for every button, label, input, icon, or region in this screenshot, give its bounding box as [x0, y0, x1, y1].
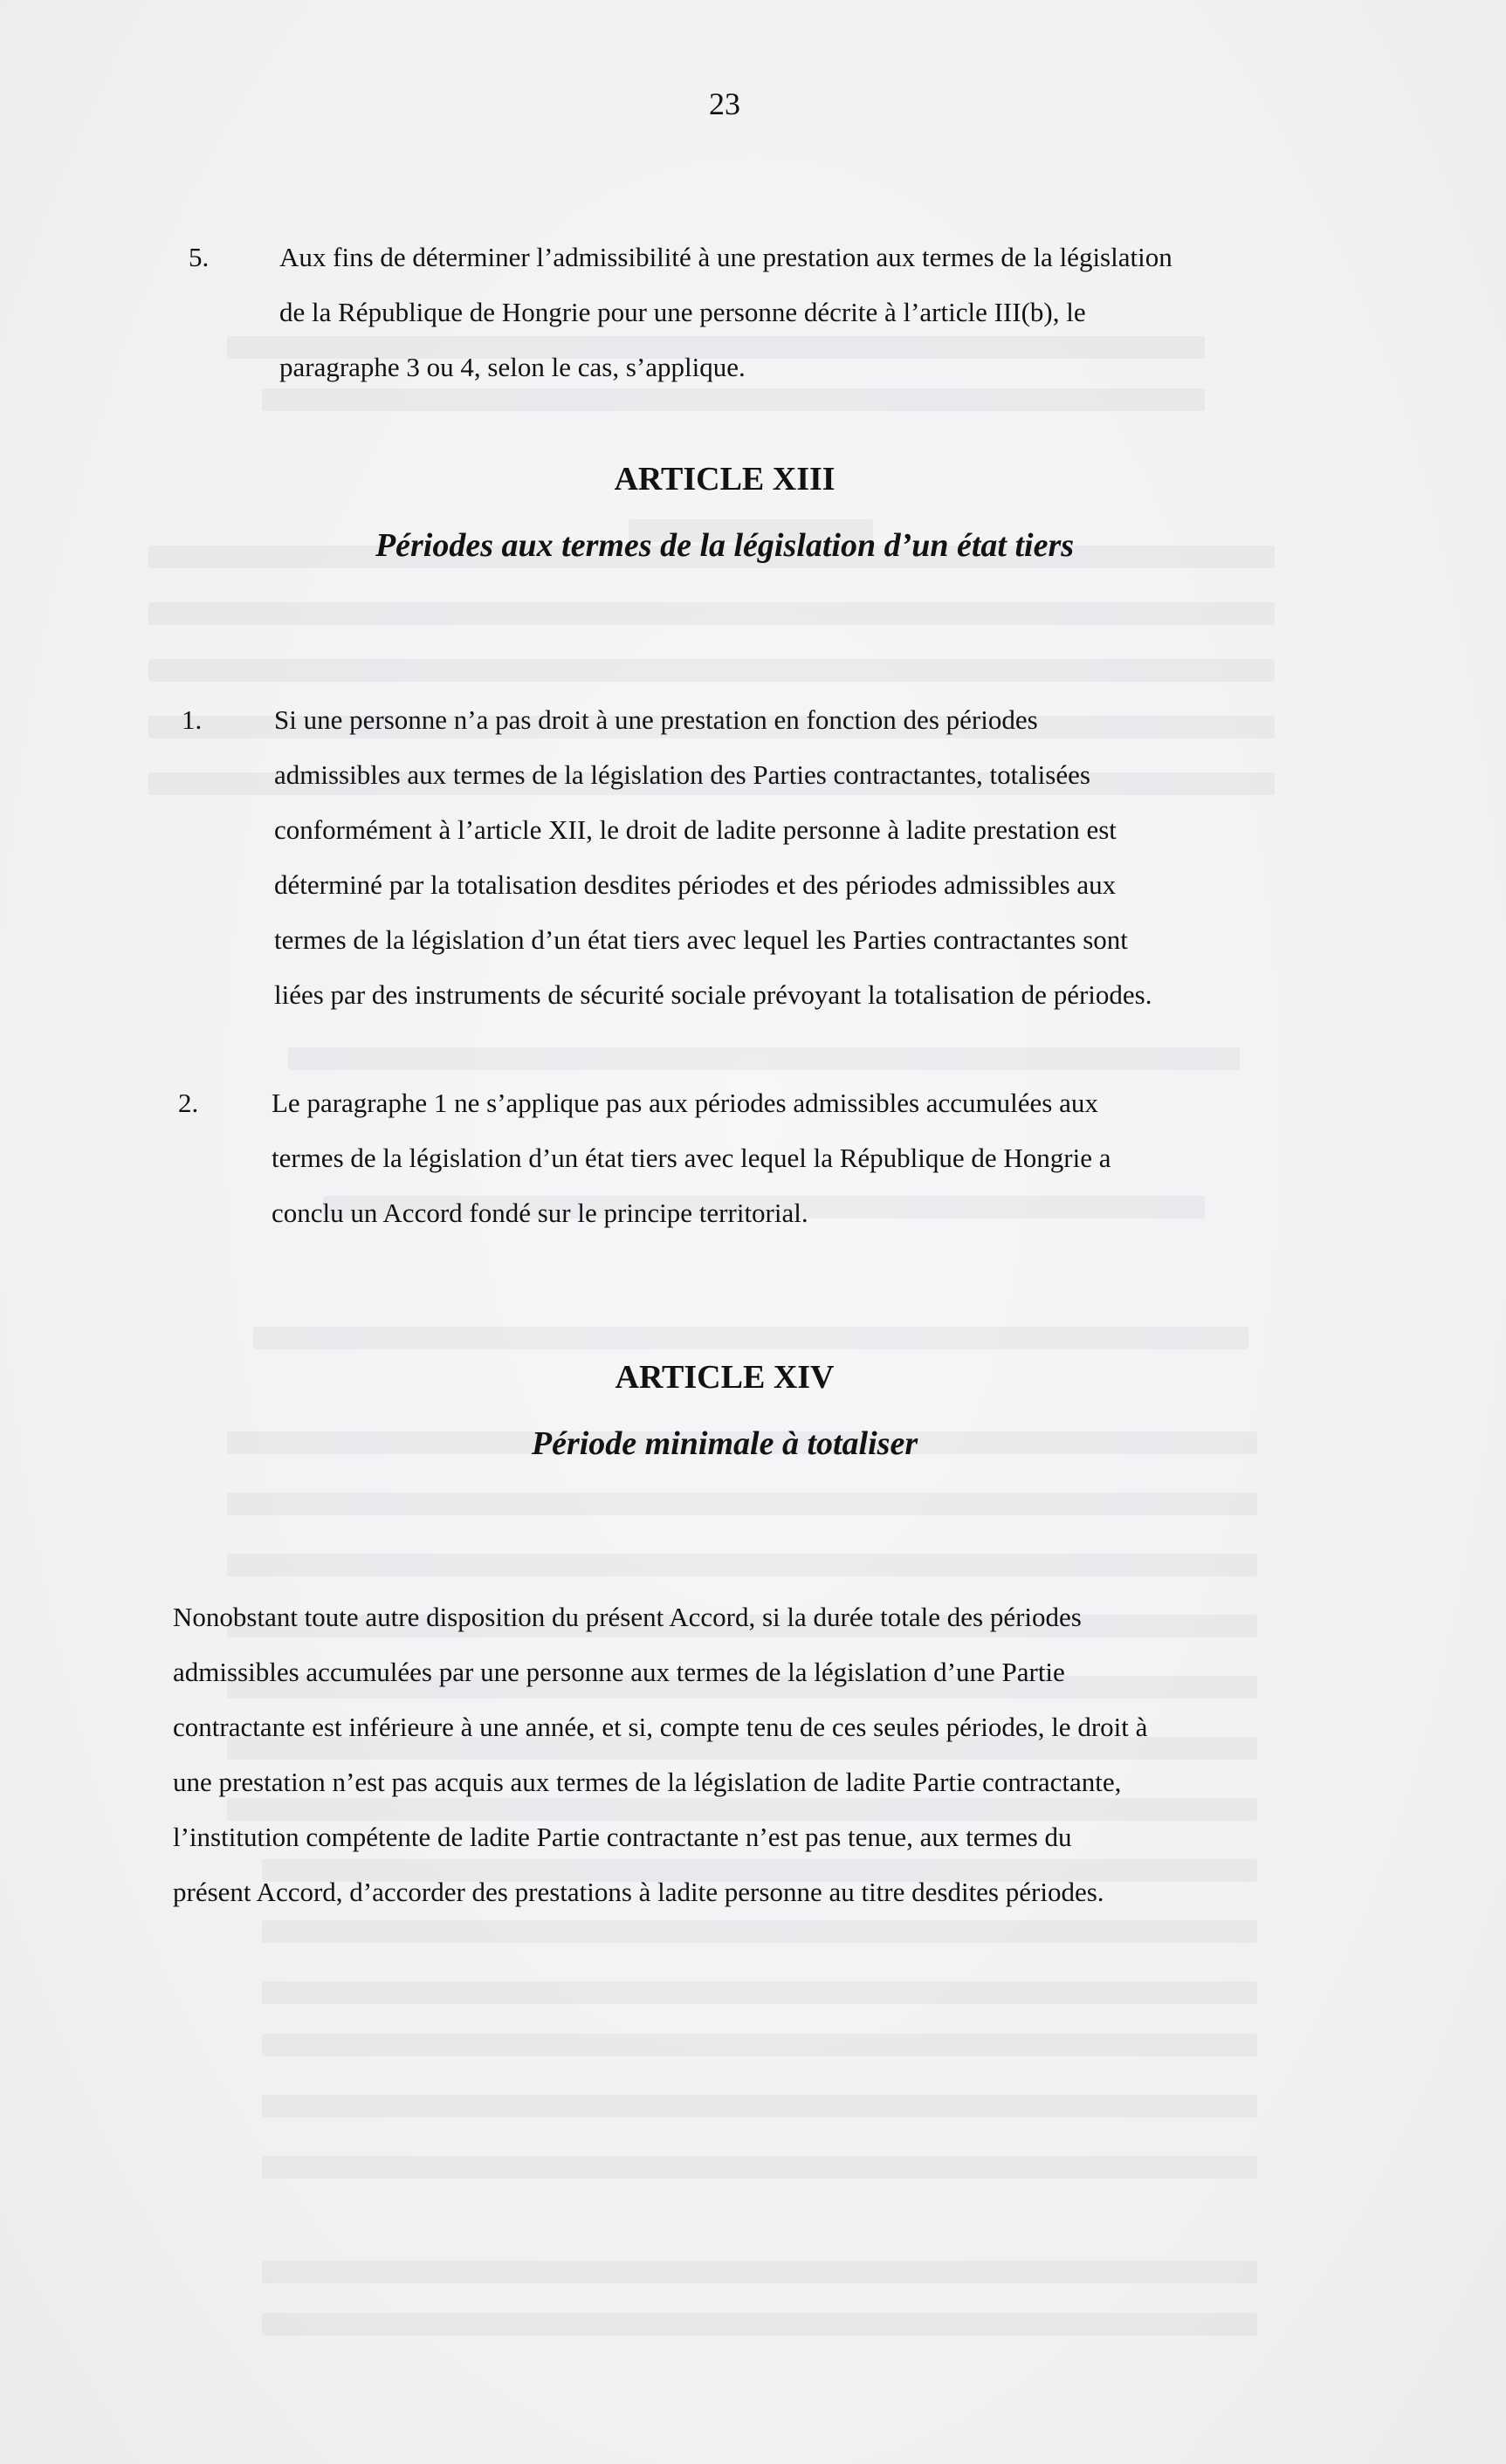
paragraph-line: l’institution compétente de ladite Partie contractante n’est pas tenue, aux termes du: [173, 1822, 1072, 1852]
paragraph-line: paragraphe 3 ou 4, selon le cas, s’applique.: [279, 352, 746, 382]
paragraph-line: conclu un Accord fondé sur le principe territorial.: [272, 1198, 808, 1228]
article-13-heading: ARTICLE XIII: [614, 461, 836, 498]
paragraph-line: contractante est inférieure à une année, et si, compte tenu de ces seules périodes, le droit à: [173, 1712, 1148, 1742]
page-number: 23: [709, 86, 740, 121]
paragraph-number: 2.: [178, 1088, 199, 1118]
paragraph-line: admissibles accumulées par une personne aux termes de la législation d’une Partie: [173, 1657, 1065, 1687]
paragraph-line: Aux fins de déterminer l’admissibilité à une prestation aux termes de la législation: [279, 242, 1172, 272]
article-14-heading: ARTICLE XIV: [615, 1359, 835, 1396]
paragraph-line: Le paragraphe 1 ne s’applique pas aux périodes admissibles accumulées aux: [272, 1088, 1098, 1118]
paragraph-line: Nonobstant toute autre disposition du présent Accord, si la durée totale des périodes: [173, 1602, 1082, 1632]
paragraph-line: conformément à l’article XII, le droit de ladite personne à ladite prestation est: [274, 814, 1117, 845]
paragraph-line: Si une personne n’a pas droit à une prestation en fonction des périodes: [274, 704, 1038, 735]
paragraph-line: une prestation n’est pas acquis aux termes de la législation de ladite Partie contractante,: [173, 1767, 1122, 1797]
paragraph-line: liées par des instruments de sécurité sociale prévoyant la totalisation de périodes.: [274, 979, 1152, 1010]
paragraph-number: 5.: [189, 242, 210, 272]
paragraph-line: termes de la législation d’un état tiers avec lequel la République de Hongrie a: [272, 1143, 1111, 1173]
article-13-subheading: Périodes aux termes de la législation d’un état tiers: [375, 527, 1075, 564]
paragraph-line: présent Accord, d’accorder des prestations à ladite personne au titre desdites périodes.: [173, 1877, 1104, 1907]
paragraph-number: 1.: [182, 704, 203, 735]
paragraph-line: de la République de Hongrie pour une personne décrite à l’article III(b), le: [279, 297, 1086, 327]
paragraph-line: termes de la législation d’un état tiers avec lequel les Parties contractantes sont: [274, 924, 1128, 955]
article-14-subheading: Période minimale à totaliser: [531, 1425, 918, 1462]
paragraph-line: déterminé par la totalisation desdites périodes et des périodes admissibles aux: [274, 869, 1117, 900]
paragraph-line: admissibles aux termes de la législation des Parties contractantes, totalisées: [274, 759, 1090, 790]
